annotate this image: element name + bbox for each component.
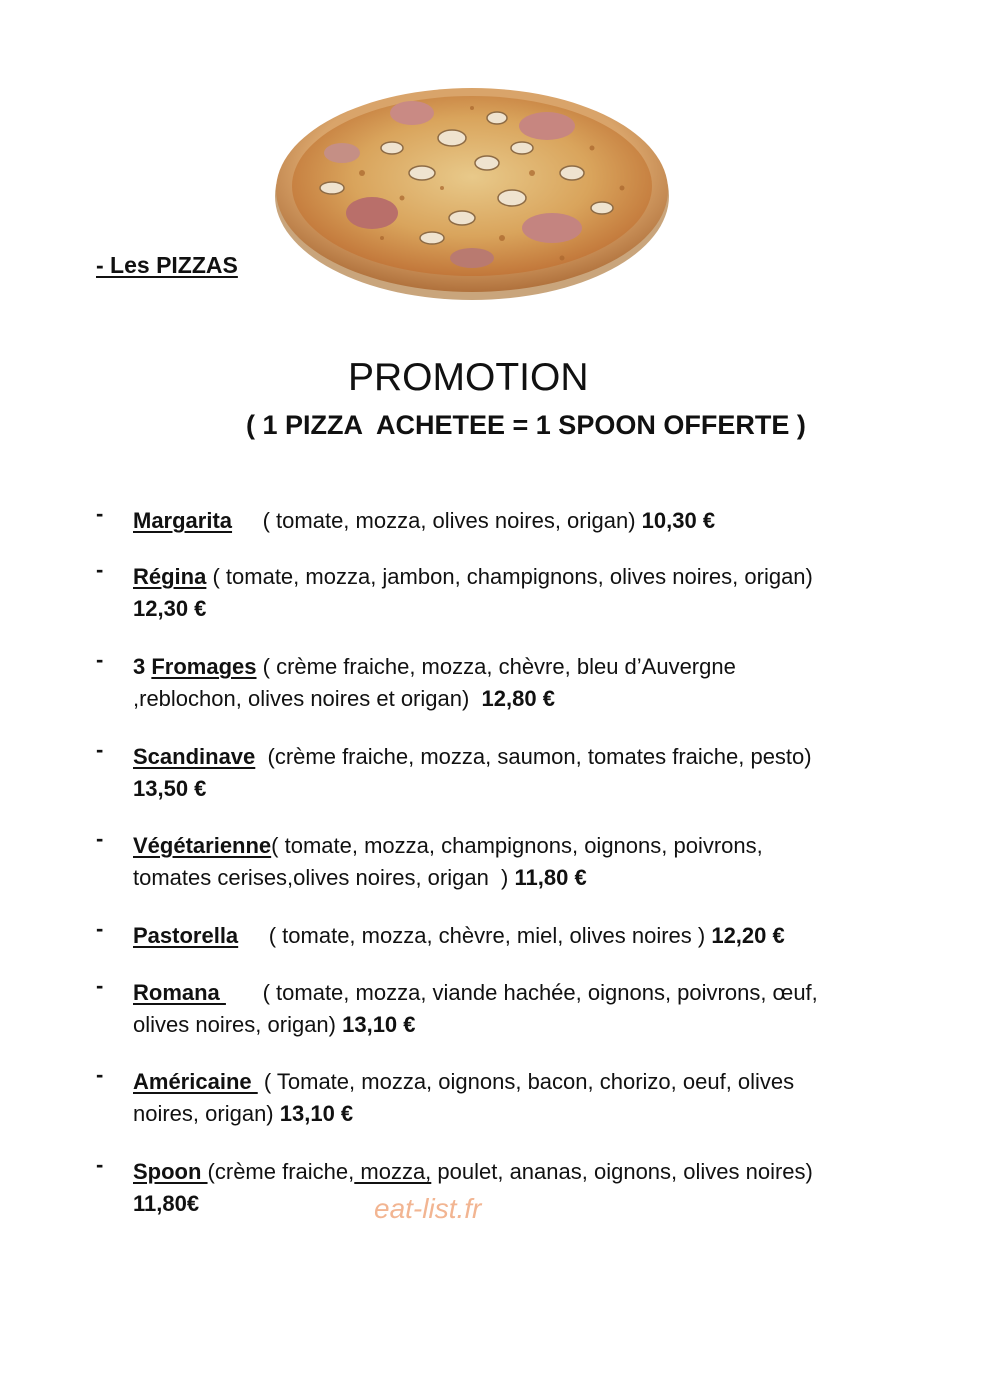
item-price: 12,80 € — [481, 686, 555, 711]
bullet-dash: - — [96, 737, 104, 762]
bullet-dash: - — [96, 501, 104, 526]
section-title: - Les PIZZAS — [96, 252, 238, 278]
bullet-dash: - — [96, 973, 104, 998]
item-name: Romana — [133, 980, 226, 1005]
watermark: eat-list.fr — [374, 1193, 482, 1224]
item-ingredients: ( Tomate, mozza, oignons, bacon, chorizo, oeuf, olives — [257, 1069, 795, 1094]
item-ingredients: (crème fraiche, — [207, 1159, 355, 1184]
promotion-subtitle: ( 1 PIZZA ACHETEE = 1 SPOON OFFERTE ) — [246, 410, 806, 440]
item-name: Margarita — [133, 508, 233, 533]
item-name: Spoon — [133, 1159, 208, 1184]
item-name: Végétarienne — [133, 833, 272, 858]
item-price: 12,20 € — [711, 923, 785, 948]
item-ingredients: ( crème fraiche, mozza, chèvre, bleu d’Auvergne — [256, 654, 736, 679]
item-price: 13,10 € — [279, 1101, 354, 1126]
item-price: 11,80 € — [514, 865, 587, 890]
item-price: 13,10 € — [342, 1012, 416, 1037]
item-name: Pastorella — [133, 923, 239, 948]
item-ingredients-underlined: mozza, — [354, 1159, 432, 1184]
bullet-dash: - — [96, 1152, 104, 1177]
item-ingredients-cont: tomates cerises,olives noires, origan ) — [133, 865, 515, 890]
item-price: 13,50 € — [133, 776, 207, 801]
bullet-dash: - — [96, 826, 104, 851]
item-ingredients: ( tomate, mozza, olives noires, origan) — [232, 508, 642, 533]
item-ingredients-rest: poulet, ananas, oignons, olives noires) — [431, 1159, 813, 1184]
item-price: 10,30 € — [641, 508, 716, 533]
bullet-dash: - — [96, 1062, 104, 1087]
item-ingredients: (crème fraiche, mozza, saumon, tomates fraiche, pesto) — [255, 744, 812, 769]
item-ingredients: ( tomate, mozza, champignons, oignons, poivrons, — [271, 833, 763, 858]
item-ingredients-cont: noires, origan) — [133, 1101, 280, 1126]
bullet-dash: - — [96, 916, 104, 941]
item-name-prefix: 3 — [133, 654, 152, 679]
item-name: Scandinave — [133, 744, 256, 769]
item-name: Américaine — [133, 1069, 258, 1094]
bullet-dash: - — [96, 557, 104, 582]
item-price: 12,30 € — [133, 596, 207, 621]
bullet-dash: - — [96, 647, 104, 672]
item-price: 11,80€ — [133, 1191, 200, 1216]
item-ingredients: ( tomate, mozza, chèvre, miel, olives noires ) — [238, 923, 712, 948]
item-ingredients-cont: ,reblochon, olives noires et origan) — [133, 686, 482, 711]
item-ingredients: ( tomate, mozza, viande hachée, oignons, poivrons, œuf, — [225, 980, 818, 1005]
item-name: Fromages — [151, 654, 257, 679]
item-ingredients: ( tomate, mozza, jambon, champignons, olives noires, origan) — [206, 564, 813, 589]
promotion-title: PROMOTION — [348, 356, 589, 399]
item-ingredients-cont: olives noires, origan) — [133, 1012, 343, 1037]
item-name: Régina — [133, 564, 207, 589]
